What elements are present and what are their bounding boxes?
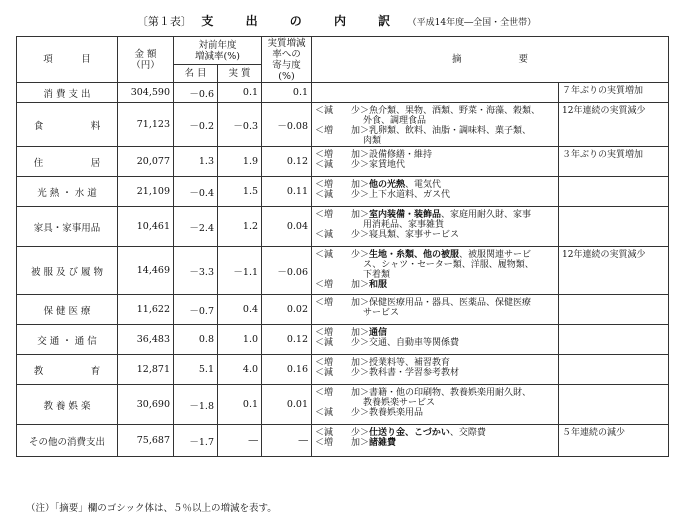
summary-mark: ＜減 少＞ (315, 408, 370, 418)
header-contrib-line1: 実質増減 (267, 37, 306, 49)
row-amount: 11,622 (118, 295, 174, 325)
row-note (559, 207, 669, 247)
note-text: ５年連続の減少 (562, 428, 626, 438)
row-contrib: 0.16 (262, 355, 312, 385)
header-contrib-line2: 率への (272, 48, 301, 60)
row-note (559, 247, 669, 295)
summary-text: 書籍・他の印刷物、教養娯楽用耐久財、 (369, 388, 532, 398)
summary-line (315, 408, 555, 418)
row-nominal: －0.7 (174, 295, 218, 325)
row-contrib: 0.1 (262, 83, 312, 103)
row-amount: 304,590 (118, 83, 174, 103)
header-yoy-line2: 増減率(%) (195, 50, 240, 62)
summary-line (315, 438, 555, 448)
summary-mark: ＜減 少＞ (315, 338, 370, 348)
row-contrib: 0.04 (262, 207, 312, 247)
summary-text: 教養娯楽用品 (369, 408, 424, 418)
header-amount-label: 金 額 (134, 48, 157, 60)
summary-line (315, 388, 555, 398)
caption-subtitle: （平成14年度―全国・全世帯） (407, 18, 537, 28)
summary-line (315, 328, 555, 338)
row-nominal: 5.1 (174, 355, 218, 385)
summary-mark: ＜減 少＞ (315, 160, 370, 170)
row-summary (312, 207, 559, 247)
summary-line (315, 358, 555, 368)
row-contrib: －0.06 (262, 247, 312, 295)
header-real: 実 質 (218, 65, 262, 83)
summary-line (315, 230, 555, 240)
summary-line (315, 338, 555, 348)
row-real: －1.1 (218, 247, 262, 295)
row-note (559, 385, 669, 425)
row-name: 保 健 医 療 (17, 295, 118, 325)
header-contrib (262, 37, 312, 83)
row-real: －0.3 (218, 103, 262, 147)
row-summary (312, 325, 559, 355)
row-name: 交 通 ・ 通 信 (17, 325, 118, 355)
row-note (559, 295, 669, 325)
summary-text: サービス (363, 308, 400, 318)
row-name: 食 料 (17, 103, 118, 147)
table-row (17, 425, 669, 457)
summary-text: 、家庭用耐久財、家事 (441, 210, 532, 220)
summary-line (315, 280, 555, 290)
row-real: ― (218, 425, 262, 457)
header-amount (118, 37, 174, 83)
summary-line (315, 308, 555, 318)
summary-line (315, 270, 555, 280)
row-nominal: －0.6 (174, 83, 218, 103)
summary-text: 保健医療用品・器具、医薬品、保健医療 (369, 298, 532, 308)
row-real: 1.5 (218, 177, 262, 207)
summary-line (315, 106, 555, 116)
summary-bold-text: 仕送り金、こづかい (369, 428, 450, 438)
table-row (17, 177, 669, 207)
header-contrib-line4: (%) (278, 70, 295, 82)
summary-line (315, 126, 555, 136)
row-amount: 14,469 (118, 247, 174, 295)
header-yoy (174, 37, 262, 65)
summary-line (315, 150, 555, 160)
caption-prefix: 〔第１表〕 (136, 15, 192, 28)
row-nominal: －2.4 (174, 207, 218, 247)
table-row (17, 247, 669, 295)
row-contrib: 0.12 (262, 147, 312, 177)
summary-text: ス、シャツ・セーター類、洋服、履物類、 (363, 260, 534, 270)
note-text: ７年ぶりの実質増加 (562, 86, 644, 96)
summary-bold-text: 室内装備・装飾品 (369, 210, 442, 220)
row-name: 住 居 (17, 147, 118, 177)
summary-bold-text: 通信 (369, 328, 388, 338)
table-row (17, 207, 669, 247)
note-text: ３年ぶりの実質増加 (562, 150, 644, 160)
summary-text: 交通、自動車等関係費 (369, 338, 460, 348)
summary-text: 上下水道料、ガス代 (369, 190, 451, 200)
row-note (559, 147, 669, 177)
table-row (17, 355, 669, 385)
row-amount: 12,871 (118, 355, 174, 385)
row-real: 1.2 (218, 207, 262, 247)
summary-line (315, 368, 555, 378)
row-contrib: 0.12 (262, 325, 312, 355)
row-summary (312, 177, 559, 207)
row-nominal: －0.2 (174, 103, 218, 147)
summary-line (315, 260, 555, 270)
row-note (559, 425, 669, 457)
header-contrib-line3: 寄与度 (272, 59, 301, 71)
note-text: 12年連続の実質減少 (562, 106, 646, 116)
summary-mark: ＜減 少＞ (315, 230, 370, 240)
row-name: 消 費 支 出 (17, 83, 118, 103)
header-item: 項 目 (17, 37, 118, 83)
table-row (17, 103, 669, 147)
summary-mark: ＜増 加＞ (315, 150, 370, 160)
summary-text: 肉類 (363, 136, 382, 146)
summary-text: 魚介類、果物、酒類、野菜・海藻、穀類、 (369, 106, 541, 116)
summary-mark: ＜減 少＞ (315, 368, 370, 378)
caption-title: 支 出 の 内 訳 (201, 14, 405, 28)
row-summary (312, 103, 559, 147)
row-name: その他の消費支出 (17, 425, 118, 457)
row-amount: 71,123 (118, 103, 174, 147)
summary-text: 下着類 (363, 270, 391, 280)
row-contrib: ― (262, 425, 312, 457)
row-amount: 20,077 (118, 147, 174, 177)
row-real: 1.9 (218, 147, 262, 177)
row-amount: 75,687 (118, 425, 174, 457)
summary-mark: ＜減 少＞ (315, 428, 370, 438)
row-nominal: －1.8 (174, 385, 218, 425)
row-contrib: 0.01 (262, 385, 312, 425)
row-note (559, 355, 669, 385)
summary-line (315, 298, 555, 308)
row-name: 家具・家事用品 (17, 207, 118, 247)
summary-line (315, 160, 555, 170)
summary-text: 、電気代 (405, 180, 442, 190)
row-real: 0.1 (218, 385, 262, 425)
summary-mark: ＜減 少＞ (315, 190, 370, 200)
summary-text: 寝具類、家事サービス (369, 230, 460, 240)
row-note (559, 325, 669, 355)
summary-mark: ＜増 加＞ (315, 180, 370, 190)
header-yoy-line1: 対前年度 (198, 39, 237, 51)
summary-mark: ＜増 加＞ (315, 298, 370, 308)
row-amount: 30,690 (118, 385, 174, 425)
summary-text: 乳卵類、飲料、油脂・調味料、菓子類、 (369, 126, 532, 136)
row-summary (312, 385, 559, 425)
row-amount: 36,483 (118, 325, 174, 355)
row-summary (312, 147, 559, 177)
row-name: 被 服 及 び 履 物 (17, 247, 118, 295)
row-name: 光 熱 ・ 水 道 (17, 177, 118, 207)
summary-mark: ＜増 加＞ (315, 388, 370, 398)
row-real: 4.0 (218, 355, 262, 385)
row-name: 教 育 (17, 355, 118, 385)
summary-mark: ＜増 加＞ (315, 126, 370, 136)
row-note (559, 177, 669, 207)
row-note (559, 103, 669, 147)
summary-line (315, 398, 555, 408)
footnote: （注）「摘要」欄のゴシック体は、５％以上の増減を表す。 (26, 503, 277, 514)
summary-text: 教養娯楽サービス (363, 398, 436, 408)
summary-bold-text: 生地・糸類、他の被服 (369, 250, 460, 260)
expenditure-table (16, 36, 669, 457)
summary-mark: ＜増 加＞ (315, 358, 370, 368)
row-amount: 21,109 (118, 177, 174, 207)
summary-mark: ＜減 少＞ (315, 250, 370, 260)
header-nominal: 名 目 (174, 65, 218, 83)
table-row (17, 385, 669, 425)
row-name: 教 養 娯 楽 (17, 385, 118, 425)
row-summary (312, 295, 559, 325)
note-text: 12年連続の実質減少 (562, 250, 646, 260)
summary-line (315, 190, 555, 200)
summary-line (315, 428, 555, 438)
summary-bold-text: 和服 (369, 280, 388, 290)
summary-mark: ＜増 加＞ (315, 280, 370, 290)
row-nominal: －0.4 (174, 177, 218, 207)
row-contrib: －0.08 (262, 103, 312, 147)
summary-bold-text: 諸雑費 (369, 438, 397, 448)
summary-text: 教科書・学習参考教材 (369, 368, 460, 378)
summary-mark: ＜増 加＞ (315, 438, 370, 448)
table-caption (0, 12, 673, 29)
summary-mark: ＜減 少＞ (315, 106, 370, 116)
row-summary (312, 355, 559, 385)
row-nominal: 1.3 (174, 147, 218, 177)
header-amount-unit: （円） (131, 59, 160, 71)
summary-line (315, 136, 555, 146)
table-row (17, 83, 669, 103)
row-nominal: －1.7 (174, 425, 218, 457)
summary-text: 外食、調理食品 (363, 116, 427, 126)
summary-line (315, 250, 555, 260)
summary-line (315, 210, 555, 220)
summary-text: 家賃地代 (369, 160, 406, 170)
row-nominal: －3.3 (174, 247, 218, 295)
row-summary (312, 247, 559, 295)
row-nominal: 0.8 (174, 325, 218, 355)
summary-text: 、被服関連サービ (459, 250, 532, 260)
table-row (17, 325, 669, 355)
summary-line (315, 116, 555, 126)
row-note (559, 83, 669, 103)
row-real: 0.1 (218, 83, 262, 103)
summary-line (315, 220, 555, 230)
row-amount: 10,461 (118, 207, 174, 247)
summary-text: 授業料等、補習教育 (369, 358, 451, 368)
summary-mark: ＜増 加＞ (315, 328, 370, 338)
summary-text: 設備修繕・維持 (369, 150, 433, 160)
summary-bold-text: 他の光熱 (369, 180, 406, 190)
summary-mark: ＜増 加＞ (315, 210, 370, 220)
row-real: 0.4 (218, 295, 262, 325)
table-row (17, 295, 669, 325)
table-row (17, 147, 669, 177)
summary-line (315, 180, 555, 190)
row-contrib: 0.11 (262, 177, 312, 207)
row-summary (312, 425, 559, 457)
header-summary: 摘 要 (312, 37, 669, 83)
summary-text: 、交際費 (449, 428, 486, 438)
row-summary (312, 83, 559, 103)
row-contrib: 0.02 (262, 295, 312, 325)
summary-text: 用消耗品、家事雑貨 (363, 220, 445, 230)
row-real: 1.0 (218, 325, 262, 355)
